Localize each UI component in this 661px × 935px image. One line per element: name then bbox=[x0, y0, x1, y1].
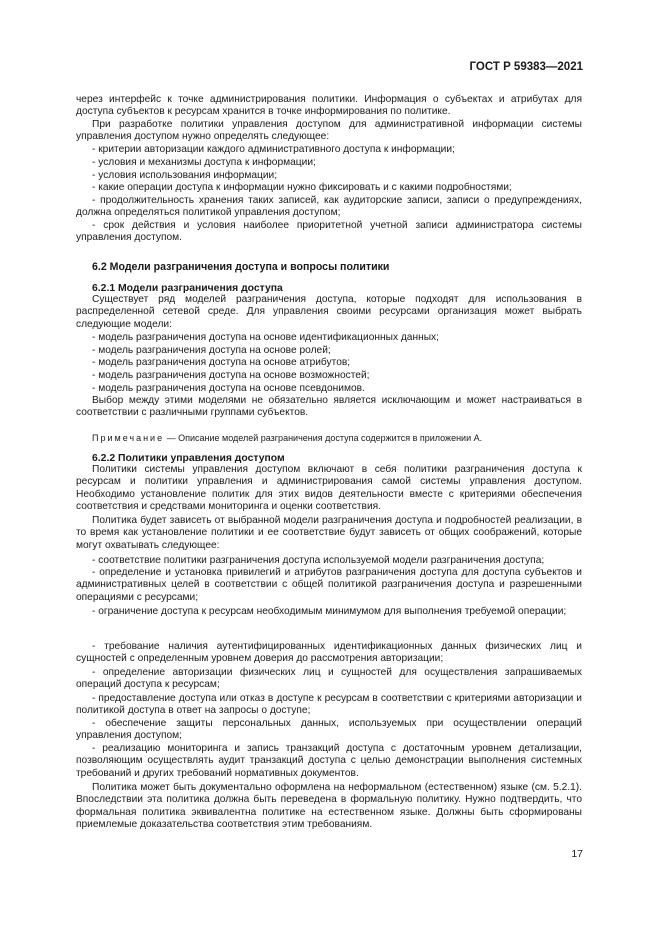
list-item: - условия и механизмы доступа к информации; bbox=[92, 157, 316, 168]
paragraph-policy-admin: При разработке политики управления доступом для административной информации системы управления доступом нужно определять следующее: bbox=[76, 119, 582, 143]
list-item: - продолжительность хранения таких записей, как аудиторские записи, записи о предупреждениях, должна определяться политикой управления доступом; bbox=[76, 195, 582, 219]
list-item: - ограничение доступа к ресурсам необходимым минимумом для выполнения требуемой операции; bbox=[92, 606, 567, 617]
note bbox=[76, 433, 582, 444]
list-item: - требование наличия аутентифицированных идентификационных данных физических лиц и сущностей с определенным уровнем доверия до рассмотрения авторизации; bbox=[76, 641, 582, 665]
list-item: - обеспечение защиты персональных данных, используемых при осуществлении операций управления доступом; bbox=[76, 718, 582, 742]
note-label: Примечание bbox=[92, 433, 165, 443]
section-heading-6-2-2: 6.2.2 Политики управления доступом bbox=[92, 453, 285, 464]
paragraph-policy-dependency: Политика будет зависеть от выбранной модели разграничения доступа и подробностей реализации, в то время как установление политики и ее соответствие будут зависеть от общих соображений, которые могут охватывать следующее: bbox=[76, 515, 582, 551]
list-item: - модель разграничения доступа на основе ролей; bbox=[92, 345, 331, 356]
list-item: - какие операции доступа к информации нужно фиксировать и с какими подробностями; bbox=[92, 182, 512, 193]
page-number: 17 bbox=[571, 848, 583, 860]
paragraph-models: Существует ряд моделей разграничения доступа, которые подходят для использования в распределенной сетевой среде. Для управления своими ресурсами организация может выбрать следующие модели: bbox=[76, 294, 582, 330]
paragraph-policies: Политики системы управления доступом включают в себя политики разграничения доступа к ресурсам и политики управления и администрирования самой системы управления доступом. Необходимо установление политик для этих видов деятельности вместе с критериями обеспечения соответствия и средствами мониторинга и оценки соответствия. bbox=[76, 464, 582, 513]
section-heading-6-2: 6.2 Модели разграничения доступа и вопросы политики bbox=[92, 261, 390, 273]
list-item: - срок действия и условия наиболее приоритетной учетной записи администратора системы управления доступом. bbox=[76, 220, 582, 244]
list-item: - модель разграничения доступа на основе идентификационных данных; bbox=[92, 332, 439, 343]
list-item: - определение и установка привилегий и атрибутов разграничения доступа для доступа субъектов и административных целей в соответствии с общей политикой разграничения доступа и разрешенными операциями с ресурсами; bbox=[76, 567, 582, 603]
paragraph-formal-policy: Политика может быть документально оформлена на неформальном (естественном) языке (см. 5.2.1). Впоследствии эта политика должна быть переведена в формальную политику. Нужно подтвердить, что формальная политика эквивалентна политике на естественном языке. Должны быть сформированы приемлемые доказательства соответствия этим требованиям. bbox=[76, 782, 582, 831]
note-text: — Описание моделей разграничения доступа содержится в приложении А. bbox=[164, 433, 483, 443]
list-item: - реализацию мониторинга и запись транзакций доступа с достаточным уровнем детализации, позволяющим осуществлять аудит транзакций доступа с целью демонстрации выполнения системных требований и других требований нормативных документов. bbox=[76, 743, 582, 779]
list-item: - определение авторизации физических лиц и сущностей для осуществления запрашиваемых операций доступа к ресурсам; bbox=[76, 667, 582, 691]
paragraph-model-choice: Выбор между этими моделями не обязательно является исключающим и может настраиваться в соответствии с различными группами субъектов. bbox=[76, 395, 582, 419]
list-item: - модель разграничения доступа на основе псевдонимов. bbox=[92, 383, 365, 394]
list-item: - критерии авторизации каждого административного доступа к информации; bbox=[92, 144, 455, 155]
list-item: - условия использования информации; bbox=[92, 170, 278, 181]
list-item: - соответствие политики разграничения доступа используемой модели разграничения доступа; bbox=[92, 555, 545, 566]
paragraph-intro: через интерфейс к точке администрирования политики. Информация о субъектах и атрибутах для доступа субъектов к ресурсам хранится в точке информирования по политике. bbox=[76, 94, 582, 118]
section-heading-6-2-1: 6.2.1 Модели разграничения доступа bbox=[92, 283, 283, 294]
list-item: - модель разграничения доступа на основе возможностей; bbox=[92, 370, 370, 381]
list-item: - предоставление доступа или отказ в доступе к ресурсам в соответствии с критериями авторизации и политикой доступа в ответ на запросы о доступе; bbox=[76, 693, 582, 717]
document-header: ГОСТ Р 59383—2021 bbox=[469, 61, 583, 73]
list-item: - модель разграничения доступа на основе атрибутов; bbox=[92, 357, 351, 368]
